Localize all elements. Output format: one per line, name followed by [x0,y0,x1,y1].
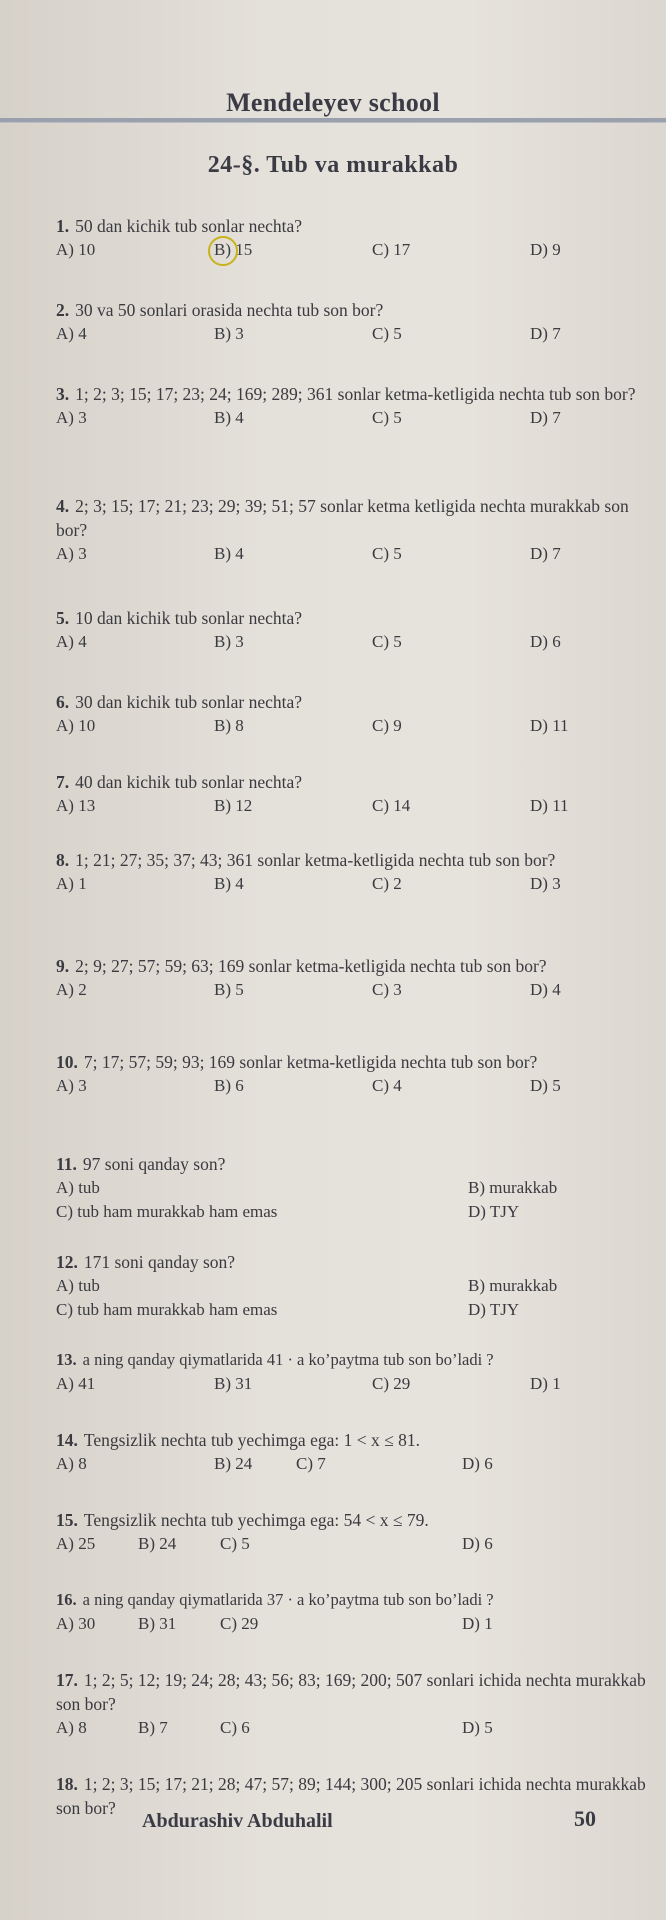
question-number: 10. [56,1052,78,1072]
option-c: C) 14 [372,796,411,815]
question-text: 2; 3; 15; 17; 21; 23; 29; 39; 51; 57 sonlar ketma ketligida nechta murakkab son bor? [56,496,629,540]
option-b-circled: B) 15 [214,238,372,262]
option-a: A) 4 [56,324,87,343]
option-b: B) 5 [214,980,244,999]
question-3 [56,382,656,430]
question-8 [56,848,656,896]
option-b: B) 7 [138,1718,168,1737]
option-d: D) 1 [462,1614,493,1633]
option-c: C) 9 [372,716,402,735]
question-number: 5. [56,608,70,628]
question-text: a ning qanday qiymatlarida 41 · a ko’paytma tub son bo’ladi ? [82,1350,494,1369]
question-2 [56,298,656,346]
question-number: 9. [56,956,70,976]
option-b: B) 8 [214,716,244,735]
question-4 [56,494,656,566]
option-a: A) 10 [56,716,96,735]
question-text: a ning qanday qiymatlarida 37 · a ko’paytma tub son bo’ladi ? [82,1590,494,1609]
question-5 [56,606,656,654]
option-a: A) 25 [56,1534,96,1553]
option-d: D) TJY [468,1202,520,1221]
question-16 [56,1588,666,1636]
option-b: B) murakkab [468,1276,558,1295]
question-14 [56,1428,656,1476]
question-text: 1; 2; 3; 15; 17; 23; 24; 169; 289; 361 sonlar ketma-ketligida nechta tub son bor? [75,384,636,404]
option-d: D) 3 [530,874,561,893]
option-c: C) 17 [372,240,411,259]
option-b: B) 4 [214,544,244,563]
question-text: 1; 21; 27; 35; 37; 43; 361 sonlar ketma-ketligida nechta tub son bor? [75,850,556,870]
option-d: D) 11 [530,796,569,815]
option-b: B) 12 [214,796,253,815]
option-a: A) 41 [56,1374,96,1393]
question-11 [56,1152,656,1224]
option-a: A) 13 [56,796,96,815]
question-number: 8. [56,850,70,870]
option-a: A) 8 [56,1454,87,1473]
option-c: C) 2 [372,874,402,893]
question-text: 1; 2; 3; 15; 17; 21; 28; 47; 57; 89; 144; 300; 205 sonlari ichida nechta murakkab son bor? [56,1774,646,1818]
question-text: 2; 9; 27; 57; 59; 63; 169 sonlar ketma-ketligida nechta tub son bor? [75,956,547,976]
option-c: C) tub ham murakkab ham emas [56,1300,278,1319]
question-number: 6. [56,692,70,712]
question-text: 1; 2; 5; 12; 19; 24; 28; 43; 56; 83; 169; 200; 507 sonlari ichida nechta murakkab son bor? [56,1670,646,1714]
school-header: Mendeleyev school [226,88,440,117]
question-number: 11. [56,1154,77,1174]
option-a: A) 2 [56,980,87,999]
option-d: D) TJY [468,1300,520,1319]
question-number: 17. [56,1670,78,1690]
question-1 [56,214,656,262]
option-c: C) 5 [372,632,402,651]
question-15 [56,1508,656,1556]
question-text: 171 soni qanday son? [83,1252,236,1272]
option-b: B) 24 [214,1454,253,1473]
option-a: A) 3 [56,544,87,563]
option-d: D) 1 [530,1374,561,1393]
option-b: B) 4 [214,874,244,893]
option-a: A) 10 [56,240,96,259]
author-name: Abdurashiv Abduhalil [142,1810,333,1832]
option-a: A) 8 [56,1718,87,1737]
option-a: A) tub [56,1178,100,1197]
option-d: D) 7 [530,324,561,343]
option-a: A) 4 [56,632,87,651]
question-number: 12. [56,1252,78,1272]
page-number: 50 [574,1806,596,1831]
option-a: A) 1 [56,874,87,893]
option-c: C) 5 [220,1534,250,1553]
question-13 [56,1348,666,1396]
question-9 [56,954,656,1002]
question-text: 7; 17; 57; 59; 93; 169 sonlar ketma-ketligida nechta tub son bor? [83,1052,538,1072]
header-divider [0,118,666,123]
option-a: A) 30 [56,1614,96,1633]
option-c: C) 6 [220,1718,250,1737]
option-c: C) tub ham murakkab ham emas [56,1202,278,1221]
option-b: B) 31 [214,1374,253,1393]
question-text: Tengsizlik nechta tub yechimga ega: 1 < x ≤ 81. [83,1430,420,1450]
question-text: 30 va 50 sonlari orasida nechta tub son bor? [75,300,384,320]
option-b: B) 31 [138,1614,177,1633]
option-d: D) 6 [462,1454,493,1473]
option-c: C) 5 [372,324,402,343]
question-text: 10 dan kichik tub sonlar nechta? [75,608,303,628]
option-b: B) 4 [214,408,244,427]
question-number: 2. [56,300,70,320]
option-d: D) 7 [530,408,561,427]
question-text: 50 dan kichik tub sonlar nechta? [75,216,303,236]
question-text: 40 dan kichik tub sonlar nechta? [75,772,303,792]
option-d: D) 5 [530,1076,561,1095]
option-d: D) 9 [530,240,561,259]
question-number: 1. [56,216,70,236]
question-text: 97 soni qanday son? [82,1154,226,1174]
option-b: B) 6 [214,1076,244,1095]
option-a: A) tub [56,1276,100,1295]
option-b: B) murakkab [468,1178,558,1197]
option-c: C) 5 [372,544,402,563]
question-number: 7. [56,772,70,792]
question-text: Tengsizlik nechta tub yechimga ega: 54 < x ≤ 79. [83,1510,429,1530]
question-7 [56,770,656,818]
option-c: C) 29 [372,1374,411,1393]
question-number: 3. [56,384,70,404]
option-c: C) 29 [220,1614,259,1633]
question-number: 15. [56,1510,78,1530]
option-d: D) 11 [530,716,569,735]
question-number: 13. [56,1350,77,1369]
question-17 [56,1668,656,1740]
option-c: C) 4 [372,1076,402,1095]
option-b: B) 3 [214,632,244,651]
option-b: B) 3 [214,324,244,343]
question-number: 14. [56,1430,78,1450]
option-d: D) 6 [530,632,561,651]
option-c: C) 7 [296,1454,326,1473]
question-12 [56,1250,656,1322]
option-c: C) 3 [372,980,402,999]
option-c: C) 5 [372,408,402,427]
option-b: B) 24 [138,1534,177,1553]
question-6 [56,690,656,738]
option-d: D) 4 [530,980,561,999]
question-number: 18. [56,1774,78,1794]
question-number: 16. [56,1590,77,1609]
section-title: 24-§. Tub va murakkab [207,152,459,178]
question-number: 4. [56,496,70,516]
question-10 [56,1050,656,1098]
option-d: D) 5 [462,1718,493,1737]
option-d: D) 6 [462,1534,493,1553]
option-a: A) 3 [56,1076,87,1095]
option-a: A) 3 [56,408,87,427]
question-text: 30 dan kichik tub sonlar nechta? [75,692,303,712]
option-d: D) 7 [530,544,561,563]
